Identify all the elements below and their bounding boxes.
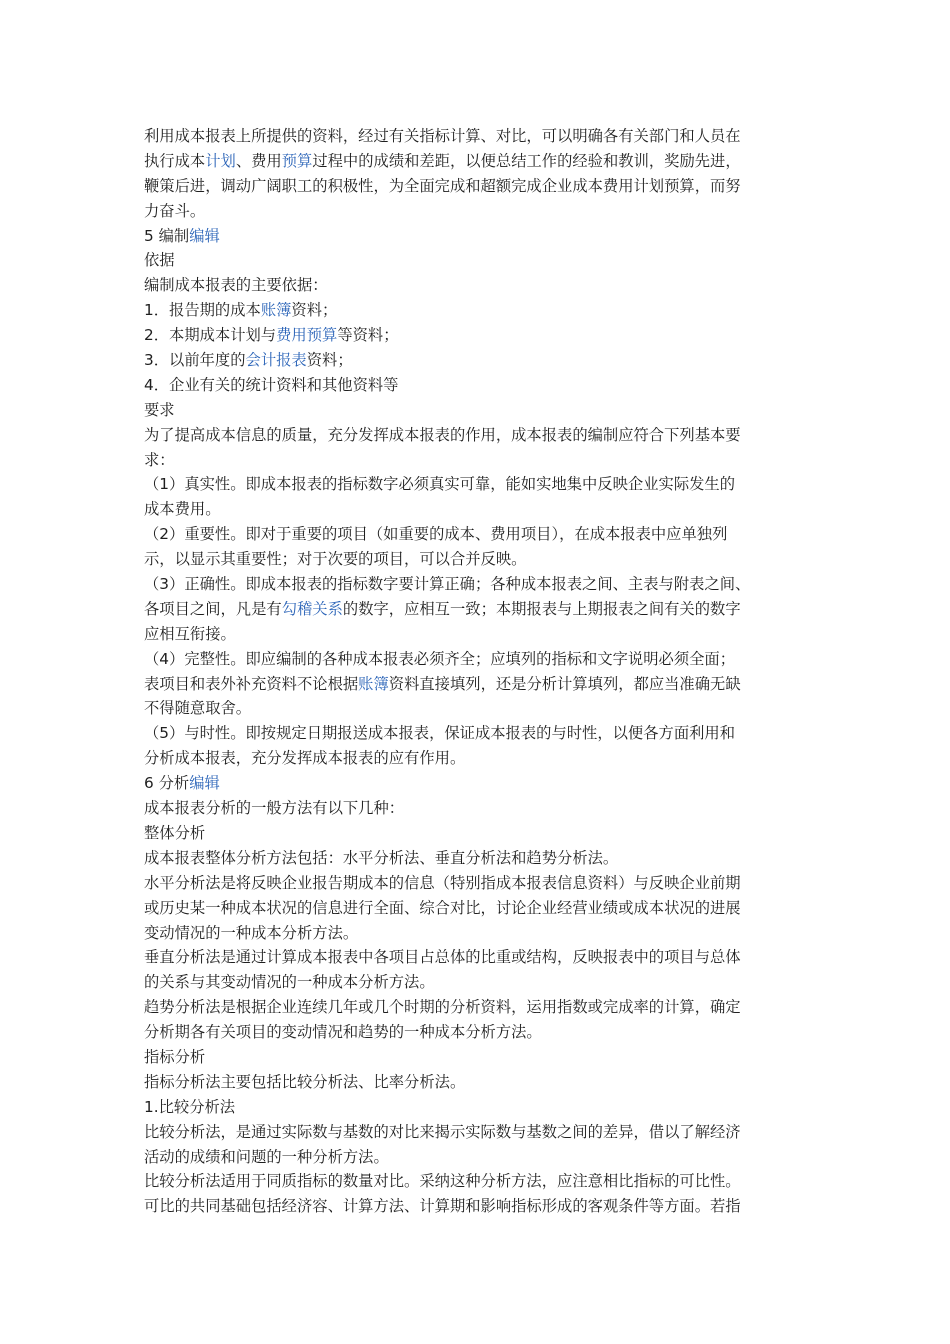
paragraph [144,373,808,398]
hyperlink[interactable]: 编辑 [189,226,220,245]
text-line [144,846,808,871]
text-line [144,1020,808,1045]
text-line [144,995,808,1020]
hyperlink[interactable]: 勾稽关系 [281,599,343,618]
paragraph [144,1095,808,1120]
text-segment: 5 编制 [144,226,190,245]
text-segment: 资料； [291,301,338,320]
text-line [144,472,808,497]
text-segment: 表项目和表外补充资料不论根据 [144,674,359,693]
text-line [144,746,808,771]
text-line [144,771,808,796]
text-segment: 不得随意取舍。 [144,699,252,718]
text-line [144,522,808,547]
paragraph [144,572,808,647]
text-line [144,896,808,921]
text-segment: （4）完整性。即应编制的各种成本报表必须齐全；应填列的指标和文字说明必须全面； [144,649,736,668]
paragraph [144,323,808,348]
text-segment: 利用成本报表上所提供的资料，经过有关指标计算、对比，可以明确各有关部门和人员在 [144,127,741,145]
text-line [144,572,808,597]
paragraph [144,1045,808,1070]
text-line [144,348,808,373]
text-line [144,721,808,746]
text-segment: 或历史某一种成本状况的信息进行全面、综合对比，讨论企业经营业绩或成本状况的进展 [144,898,741,917]
text-segment: 各项目之间，凡是有 [144,599,282,618]
text-line [144,547,808,572]
paragraph [144,796,808,821]
text-segment: 资料直接填列，还是分析计算填列，都应当准确无缺 [388,674,741,693]
text-segment: 指标分析 [144,1047,206,1066]
text-segment: 的数字，应相互一致；本期报表与上期报表之间有关的数字 [342,599,741,618]
text-segment: 要求 [144,400,175,419]
text-line [144,149,808,174]
text-segment: 4．企业有关的统计资料和其他资料等 [144,375,399,394]
text-segment: 依据 [144,251,175,270]
text-segment: （5）与时性。即按规定日期报送成本报表，保证成本报表的与时性，以便各方面利用和 [144,724,736,743]
text-line [144,174,808,199]
paragraph [144,348,808,373]
text-segment: 分析成本报表，充分发挥成本报表的应有作用。 [144,749,466,768]
text-segment: 求： [144,450,175,469]
text-segment: 资料； [306,351,353,370]
text-segment: （1）真实性。即成本报表的指标数字必须真实可靠，能如实地集中反映企业实际发生的 [144,475,736,494]
text-segment: 1．报告期的成本 [144,301,261,320]
text-segment: 3．以前年度的 [144,351,246,370]
paragraph [144,522,808,572]
text-line [144,871,808,896]
paragraph [144,871,808,946]
text-segment: 指标分析法主要包括比较分析法、比率分析法。 [144,1072,466,1091]
text-line [144,323,808,348]
text-segment: （2）重要性。即对于重要的项目（如重要的成本、费用项目），在成本报表中应单独列 [144,525,728,544]
text-line [144,1120,808,1145]
text-line [144,921,808,946]
text-segment: 活动的成绩和问题的一种分析方法。 [144,1147,389,1166]
paragraph [144,1120,808,1170]
hyperlink[interactable]: 计划 [205,151,236,170]
text-segment: 6 分析 [144,774,190,793]
text-segment: 等资料； [337,326,399,345]
text-segment: 垂直分析法是通过计算成本报表中各项目占总体的比重或结构，反映报表中的项目与总体 [144,948,741,967]
paragraph [144,423,808,473]
text-line [144,821,808,846]
paragraph [144,846,808,871]
text-segment: 比较分析法，是通过实际数与基数的对比来揭示实际数与基数之间的差异，借以了解经济 [144,1122,741,1141]
paragraph [144,721,808,771]
text-line [144,423,808,448]
paragraph [144,945,808,995]
text-line [144,224,808,249]
text-segment: 2．本期成本计划与 [144,326,277,345]
text-segment: 成本费用。 [144,500,221,519]
text-line [144,970,808,995]
hyperlink[interactable]: 费用预算 [276,326,338,345]
text-line [144,497,808,522]
paragraph [144,273,808,298]
text-segment: 示，以显示其重要性；对于次要的项目，可以合并反映。 [144,550,527,569]
text-segment: 变动情况的一种成本分析方法。 [144,923,359,942]
text-line [144,672,808,697]
hyperlink[interactable]: 编辑 [189,774,220,793]
text-segment: 力奋斗。 [144,201,206,220]
text-line [144,373,808,398]
text-line [144,1045,808,1070]
hyperlink[interactable]: 会计报表 [245,351,307,370]
text-segment: 编制成本报表的主要依据： [144,276,328,295]
paragraph [144,298,808,323]
text-line [144,1095,808,1120]
hyperlink[interactable]: 账簿 [260,301,292,320]
paragraph [144,124,808,224]
paragraph [144,224,808,249]
paragraph [144,472,808,522]
text-line [144,298,808,323]
paragraph [144,995,808,1045]
text-segment: （3）正确性。即成本报表的指标数字要计算正确；各种成本报表之间、主表与附表之间、 [144,575,751,594]
text-segment: 成本报表分析的一般方法有以下几种： [144,799,405,818]
text-line [144,647,808,672]
paragraph [144,647,808,722]
text-line [144,1145,808,1170]
text-line [144,796,808,821]
text-segment: 比较分析法适用于同质指标的数量对比。采纳这种分析方法，应注意相比指标的可比性。 [144,1172,741,1191]
text-segment: 执行成本 [144,151,206,170]
text-segment: 、费用 [235,151,282,170]
text-line [144,1169,808,1194]
text-line [144,398,808,423]
text-segment: 为了提高成本信息的质量，充分发挥成本报表的作用，成本报表的编制应符合下列基本要 [144,425,741,444]
paragraph [144,248,808,273]
text-line [144,597,808,622]
text-segment: 应相互衔接。 [144,624,236,643]
text-segment: 鞭策后进，调动广阔职工的积极性，为全面完成和超额完成企业成本费用计划预算，而努 [144,176,741,195]
text-line [144,448,808,473]
text-segment: 可比的共同基础包括经济容、计算方法、计算期和影响指标形成的客观条件等方面。若指 [144,1197,741,1216]
paragraph [144,1169,808,1219]
text-line [144,622,808,647]
text-line [144,1070,808,1095]
paragraph [144,1070,808,1095]
text-line [144,199,808,224]
text-segment: 成本报表整体分析方法包括：水平分析法、垂直分析法和趋势分析法。 [144,848,619,867]
document-body [144,124,808,1219]
text-line [144,248,808,273]
text-line [144,273,808,298]
text-segment: 的关系与其变动情况的一种成本分析方法。 [144,973,435,992]
text-segment: 水平分析法是将反映企业报告期成本的信息（特别指成本报表信息资料）与反映企业前期 [144,873,741,892]
text-segment: 分析期各有关项目的变动情况和趋势的一种成本分析方法。 [144,1023,542,1042]
paragraph [144,771,808,796]
text-segment: 趋势分析法是根据企业连续几年或几个时期的分析资料，运用指数或完成率的计算，确定 [144,998,741,1017]
text-segment: 整体分析 [144,823,206,842]
text-segment: 过程中的成绩和差距，以便总结工作的经验和教训，奖励先进， [312,151,741,170]
hyperlink[interactable]: 预算 [281,151,313,170]
paragraph [144,398,808,423]
hyperlink[interactable]: 账簿 [358,674,389,693]
text-line [144,124,808,149]
text-segment: 1.比较分析法 [144,1097,236,1116]
text-line [144,696,808,721]
paragraph [144,821,808,846]
text-line [144,945,808,970]
text-line [144,1194,808,1219]
